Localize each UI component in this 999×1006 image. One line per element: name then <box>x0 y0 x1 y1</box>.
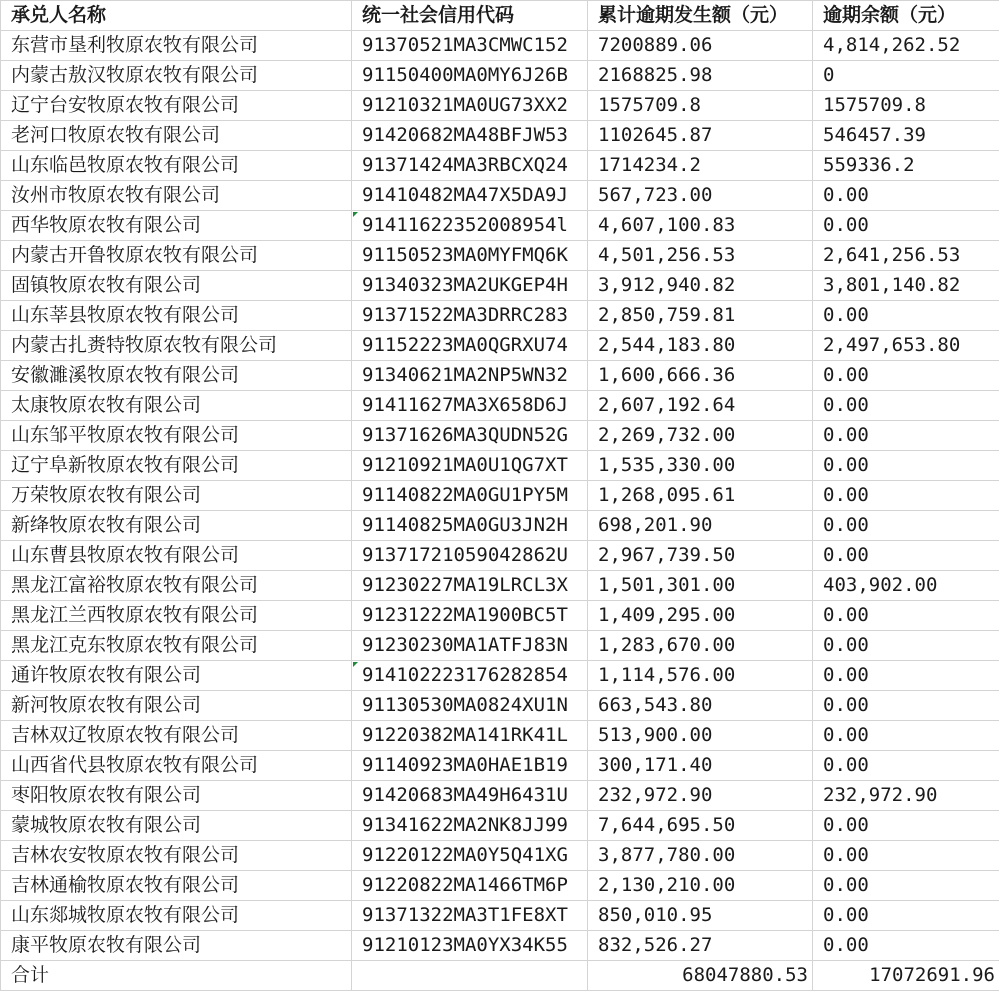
total-overdue-cell[interactable]: 567,723.00 <box>588 181 813 211</box>
credit-code-cell[interactable]: 91220382MA141RK41L <box>352 721 588 751</box>
credit-code-cell[interactable]: 91210123MA0YX34K55 <box>352 931 588 961</box>
total-overdue-cell[interactable]: 2,544,183.80 <box>588 331 813 361</box>
credit-code-cell[interactable]: 91140825MA0GU3JN2H <box>352 511 588 541</box>
overdue-balance-cell[interactable]: 0.00 <box>813 631 999 661</box>
total-overdue-cell[interactable]: 1,535,330.00 <box>588 451 813 481</box>
overdue-balance-cell[interactable]: 0.00 <box>813 931 999 961</box>
table-row <box>1 91 999 121</box>
overdue-balance-cell[interactable]: 0.00 <box>813 511 999 541</box>
total-overdue-cell[interactable]: 232,972.90 <box>588 781 813 811</box>
header-row <box>1 1 999 31</box>
table-row <box>1 31 999 61</box>
acceptor-name-cell[interactable]: 老河口牧原农牧有限公司 <box>1 121 352 151</box>
table-row <box>1 61 999 91</box>
total-overdue-cell[interactable]: 1575709.8 <box>588 91 813 121</box>
overdue-balance-cell[interactable]: 232,972.90 <box>813 781 999 811</box>
total-overdue-cell[interactable]: 698,201.90 <box>588 511 813 541</box>
total-overdue-cell[interactable]: 513,900.00 <box>588 721 813 751</box>
overdue-balance-cell[interactable]: 0.00 <box>813 421 999 451</box>
table-row <box>1 271 999 301</box>
credit-code-cell[interactable]: 91140822MA0GU1PY5M <box>352 481 588 511</box>
credit-code-cell[interactable]: 91210921MA0U1QG7XT <box>352 451 588 481</box>
table-row <box>1 331 999 361</box>
overdue-balance-cell[interactable]: 0.00 <box>813 601 999 631</box>
table-row <box>1 361 999 391</box>
table-row <box>1 841 999 871</box>
total-overdue-cell[interactable]: 3,877,780.00 <box>588 841 813 871</box>
credit-code-cell[interactable]: 91371424MA3RBCXQ24 <box>352 151 588 181</box>
credit-code-cell[interactable]: 91371626MA3QUDN52G <box>352 421 588 451</box>
acceptor-name-cell[interactable]: 西华牧原农牧有限公司 <box>1 211 352 241</box>
total-overdue-cell[interactable]: 7,644,695.50 <box>588 811 813 841</box>
acceptor-name-cell[interactable]: 山西省代县牧原农牧有限公司 <box>1 751 352 781</box>
table-row <box>1 481 999 511</box>
table-row <box>1 211 999 241</box>
total-overdue-cell[interactable]: 2,967,739.50 <box>588 541 813 571</box>
header-total-overdue[interactable]: 累计逾期发生额（元） <box>588 1 813 31</box>
credit-code-cell[interactable]: 91411622352008954l <box>352 211 588 241</box>
table-row <box>1 721 999 751</box>
overdue-balance-cell[interactable]: 0.00 <box>813 451 999 481</box>
total-overdue-cell[interactable]: 663,543.80 <box>588 691 813 721</box>
acceptor-name-cell[interactable]: 太康牧原农牧有限公司 <box>1 391 352 421</box>
overdue-balance-cell[interactable]: 0.00 <box>813 751 999 781</box>
overdue-balance-cell[interactable]: 0.00 <box>813 211 999 241</box>
credit-code-cell[interactable]: 91420683MA49H6431U <box>352 781 588 811</box>
table-body <box>1 31 999 961</box>
overdue-balance-cell[interactable]: 1575709.8 <box>813 91 999 121</box>
total-overdue-cell[interactable]: 1,600,666.36 <box>588 361 813 391</box>
acceptor-name-cell[interactable]: 内蒙古扎赉特牧原农牧有限公司 <box>1 331 352 361</box>
total-overdue-cell[interactable]: 3,912,940.82 <box>588 271 813 301</box>
table-row <box>1 781 999 811</box>
credit-code-cell[interactable]: 91370521MA3CMWC152 <box>352 31 588 61</box>
total-overdue-cell[interactable]: 2,269,732.00 <box>588 421 813 451</box>
acceptor-name-cell[interactable]: 新绛牧原农牧有限公司 <box>1 511 352 541</box>
overdue-balance-cell[interactable]: 0.00 <box>813 481 999 511</box>
overdue-balance-cell[interactable]: 546457.39 <box>813 121 999 151</box>
header-acceptor-name[interactable]: 承兑人名称 <box>1 1 352 31</box>
total-overdue-cell[interactable]: 2168825.98 <box>588 61 813 91</box>
credit-code-cell[interactable]: 91371522MA3DRRC283 <box>352 301 588 331</box>
credit-code-cell[interactable]: 91150523MA0MYFMQ6K <box>352 241 588 271</box>
table-row <box>1 631 999 661</box>
overdue-balance-cell[interactable]: 0.00 <box>813 661 999 691</box>
table-row <box>1 691 999 721</box>
credit-code-cell[interactable]: 91420682MA48BFJW53 <box>352 121 588 151</box>
acceptor-name-cell[interactable]: 山东郯城牧原农牧有限公司 <box>1 901 352 931</box>
credit-code-cell[interactable]: 91411627MA3X658D6J <box>352 391 588 421</box>
total-label[interactable]: 合计 <box>1 961 352 991</box>
total-overdue-cell[interactable]: 1,268,095.61 <box>588 481 813 511</box>
table-row <box>1 931 999 961</box>
acceptor-name-cell[interactable]: 固镇牧原农牧有限公司 <box>1 271 352 301</box>
total-overdue-cell[interactable]: 7200889.06 <box>588 31 813 61</box>
total-overdue-cell[interactable]: 832,526.27 <box>588 931 813 961</box>
total-overdue-cell[interactable]: 1102645.87 <box>588 121 813 151</box>
total-empty-cell[interactable] <box>352 961 588 991</box>
overdue-balance-cell[interactable]: 0.00 <box>813 721 999 751</box>
acceptor-name-cell[interactable]: 辽宁台安牧原农牧有限公司 <box>1 91 352 121</box>
acceptor-name-cell[interactable]: 通许牧原农牧有限公司 <box>1 661 352 691</box>
acceptor-name-cell[interactable]: 吉林双辽牧原农牧有限公司 <box>1 721 352 751</box>
acceptor-name-cell[interactable]: 新河牧原农牧有限公司 <box>1 691 352 721</box>
acceptor-name-cell[interactable]: 山东莘县牧原农牧有限公司 <box>1 301 352 331</box>
table-row <box>1 121 999 151</box>
acceptor-name-cell[interactable]: 内蒙古开鲁牧原农牧有限公司 <box>1 241 352 271</box>
total-overdue-cell[interactable]: 2,850,759.81 <box>588 301 813 331</box>
table-row <box>1 301 999 331</box>
acceptor-name-cell[interactable]: 东营市垦利牧原农牧有限公司 <box>1 31 352 61</box>
overdue-balance-cell[interactable]: 0.00 <box>813 361 999 391</box>
credit-code-cell[interactable]: 91220122MA0Y5Q41XG <box>352 841 588 871</box>
overdue-balance-cell[interactable]: 0.00 <box>813 541 999 571</box>
overdue-balance-cell[interactable]: 0.00 <box>813 841 999 871</box>
credit-code-cell[interactable]: 91230227MA19LRCL3X <box>352 571 588 601</box>
credit-code-cell[interactable]: 91410482MA47X5DA9J <box>352 181 588 211</box>
credit-code-cell[interactable]: 91371322MA3T1FE8XT <box>352 901 588 931</box>
acceptor-name-cell[interactable]: 康平牧原农牧有限公司 <box>1 931 352 961</box>
acceptor-name-cell[interactable]: 枣阳牧原农牧有限公司 <box>1 781 352 811</box>
overdue-balance-cell[interactable]: 0 <box>813 61 999 91</box>
total-overdue-cell[interactable]: 1,501,301.00 <box>588 571 813 601</box>
acceptor-name-cell[interactable]: 蒙城牧原农牧有限公司 <box>1 811 352 841</box>
credit-code-cell[interactable]: 91340323MA2UKGEP4H <box>352 271 588 301</box>
overdue-balance-cell[interactable]: 0.00 <box>813 391 999 421</box>
overdue-balance-cell[interactable]: 403,902.00 <box>813 571 999 601</box>
credit-code-cell[interactable]: 914102223176282854 <box>352 661 588 691</box>
total-overdue-cell[interactable]: 1714234.2 <box>588 151 813 181</box>
acceptor-name-cell[interactable]: 山东邹平牧原农牧有限公司 <box>1 421 352 451</box>
total-overdue-cell[interactable]: 4,501,256.53 <box>588 241 813 271</box>
total-overdue-cell[interactable]: 1,114,576.00 <box>588 661 813 691</box>
credit-code-cell[interactable]: 91231222MA1900BC5T <box>352 601 588 631</box>
total-overdue-sum[interactable]: 68047880.53 <box>588 961 813 991</box>
overdue-balance-cell[interactable]: 0.00 <box>813 181 999 211</box>
credit-code-cell[interactable]: 91210321MA0UG73XX2 <box>352 91 588 121</box>
overdue-balance-cell[interactable]: 2,641,256.53 <box>813 241 999 271</box>
acceptor-name-cell[interactable]: 汝州市牧原农牧有限公司 <box>1 181 352 211</box>
header-overdue-balance[interactable]: 逾期余额（元） <box>813 1 999 31</box>
overdue-balance-cell[interactable]: 559336.2 <box>813 151 999 181</box>
overdue-balance-cell[interactable]: 2,497,653.80 <box>813 331 999 361</box>
total-overdue-cell[interactable]: 850,010.95 <box>588 901 813 931</box>
table-row <box>1 241 999 271</box>
credit-code-cell[interactable]: 91150400MA0MY6J26B <box>352 61 588 91</box>
total-overdue-cell[interactable]: 4,607,100.83 <box>588 211 813 241</box>
credit-code-cell[interactable]: 91130530MA0824XU1N <box>352 691 588 721</box>
overdue-balance-cell[interactable]: 4,814,262.52 <box>813 31 999 61</box>
table-row <box>1 751 999 781</box>
total-overdue-cell[interactable]: 300,171.40 <box>588 751 813 781</box>
table-row <box>1 541 999 571</box>
table-row <box>1 391 999 421</box>
acceptor-name-cell[interactable]: 黑龙江克东牧原农牧有限公司 <box>1 631 352 661</box>
credit-code-cell[interactable]: 91152223MA0QGRXU74 <box>352 331 588 361</box>
table-row <box>1 871 999 901</box>
table-row <box>1 511 999 541</box>
credit-code-cell[interactable]: 91341622MA2NK8JJ99 <box>352 811 588 841</box>
acceptor-name-cell[interactable]: 安徽濉溪牧原农牧有限公司 <box>1 361 352 391</box>
table-row <box>1 451 999 481</box>
table-row <box>1 661 999 691</box>
table-row <box>1 901 999 931</box>
acceptor-name-cell[interactable]: 山东曹县牧原农牧有限公司 <box>1 541 352 571</box>
credit-code-cell[interactable]: 91140923MA0HAE1B19 <box>352 751 588 781</box>
table-row <box>1 811 999 841</box>
total-overdue-cell[interactable]: 2,130,210.00 <box>588 871 813 901</box>
total-overdue-cell[interactable]: 1,283,670.00 <box>588 631 813 661</box>
acceptor-name-cell[interactable]: 辽宁阜新牧原农牧有限公司 <box>1 451 352 481</box>
overdue-balance-cell[interactable]: 0.00 <box>813 811 999 841</box>
total-row <box>1 961 999 991</box>
table-row <box>1 151 999 181</box>
overdue-balance-cell[interactable]: 0.00 <box>813 871 999 901</box>
acceptor-name-cell[interactable]: 吉林通榆牧原农牧有限公司 <box>1 871 352 901</box>
acceptor-name-cell[interactable]: 黑龙江兰西牧原农牧有限公司 <box>1 601 352 631</box>
overdue-balance-cell[interactable]: 0.00 <box>813 901 999 931</box>
overdue-balance-cell[interactable]: 3,801,140.82 <box>813 271 999 301</box>
header-credit-code[interactable]: 统一社会信用代码 <box>352 1 588 31</box>
acceptor-name-cell[interactable]: 黑龙江富裕牧原农牧有限公司 <box>1 571 352 601</box>
total-balance-sum[interactable]: 17072691.96 <box>813 961 999 991</box>
table-row <box>1 571 999 601</box>
overdue-balance-cell[interactable]: 0.00 <box>813 691 999 721</box>
credit-code-cell[interactable]: 91371721059042862U <box>352 541 588 571</box>
table-row <box>1 601 999 631</box>
overdue-balance-cell[interactable]: 0.00 <box>813 301 999 331</box>
acceptor-name-cell[interactable]: 内蒙古敖汉牧原农牧有限公司 <box>1 61 352 91</box>
total-overdue-cell[interactable]: 2,607,192.64 <box>588 391 813 421</box>
total-overdue-cell[interactable]: 1,409,295.00 <box>588 601 813 631</box>
credit-code-cell[interactable]: 91220822MA1466TM6P <box>352 871 588 901</box>
table-row <box>1 181 999 211</box>
acceptor-name-cell[interactable]: 山东临邑牧原农牧有限公司 <box>1 151 352 181</box>
credit-code-cell[interactable]: 91230230MA1ATFJ83N <box>352 631 588 661</box>
acceptor-name-cell[interactable]: 万荣牧原农牧有限公司 <box>1 481 352 511</box>
acceptor-name-cell[interactable]: 吉林农安牧原农牧有限公司 <box>1 841 352 871</box>
credit-code-cell[interactable]: 91340621MA2NP5WN32 <box>352 361 588 391</box>
table-row <box>1 421 999 451</box>
